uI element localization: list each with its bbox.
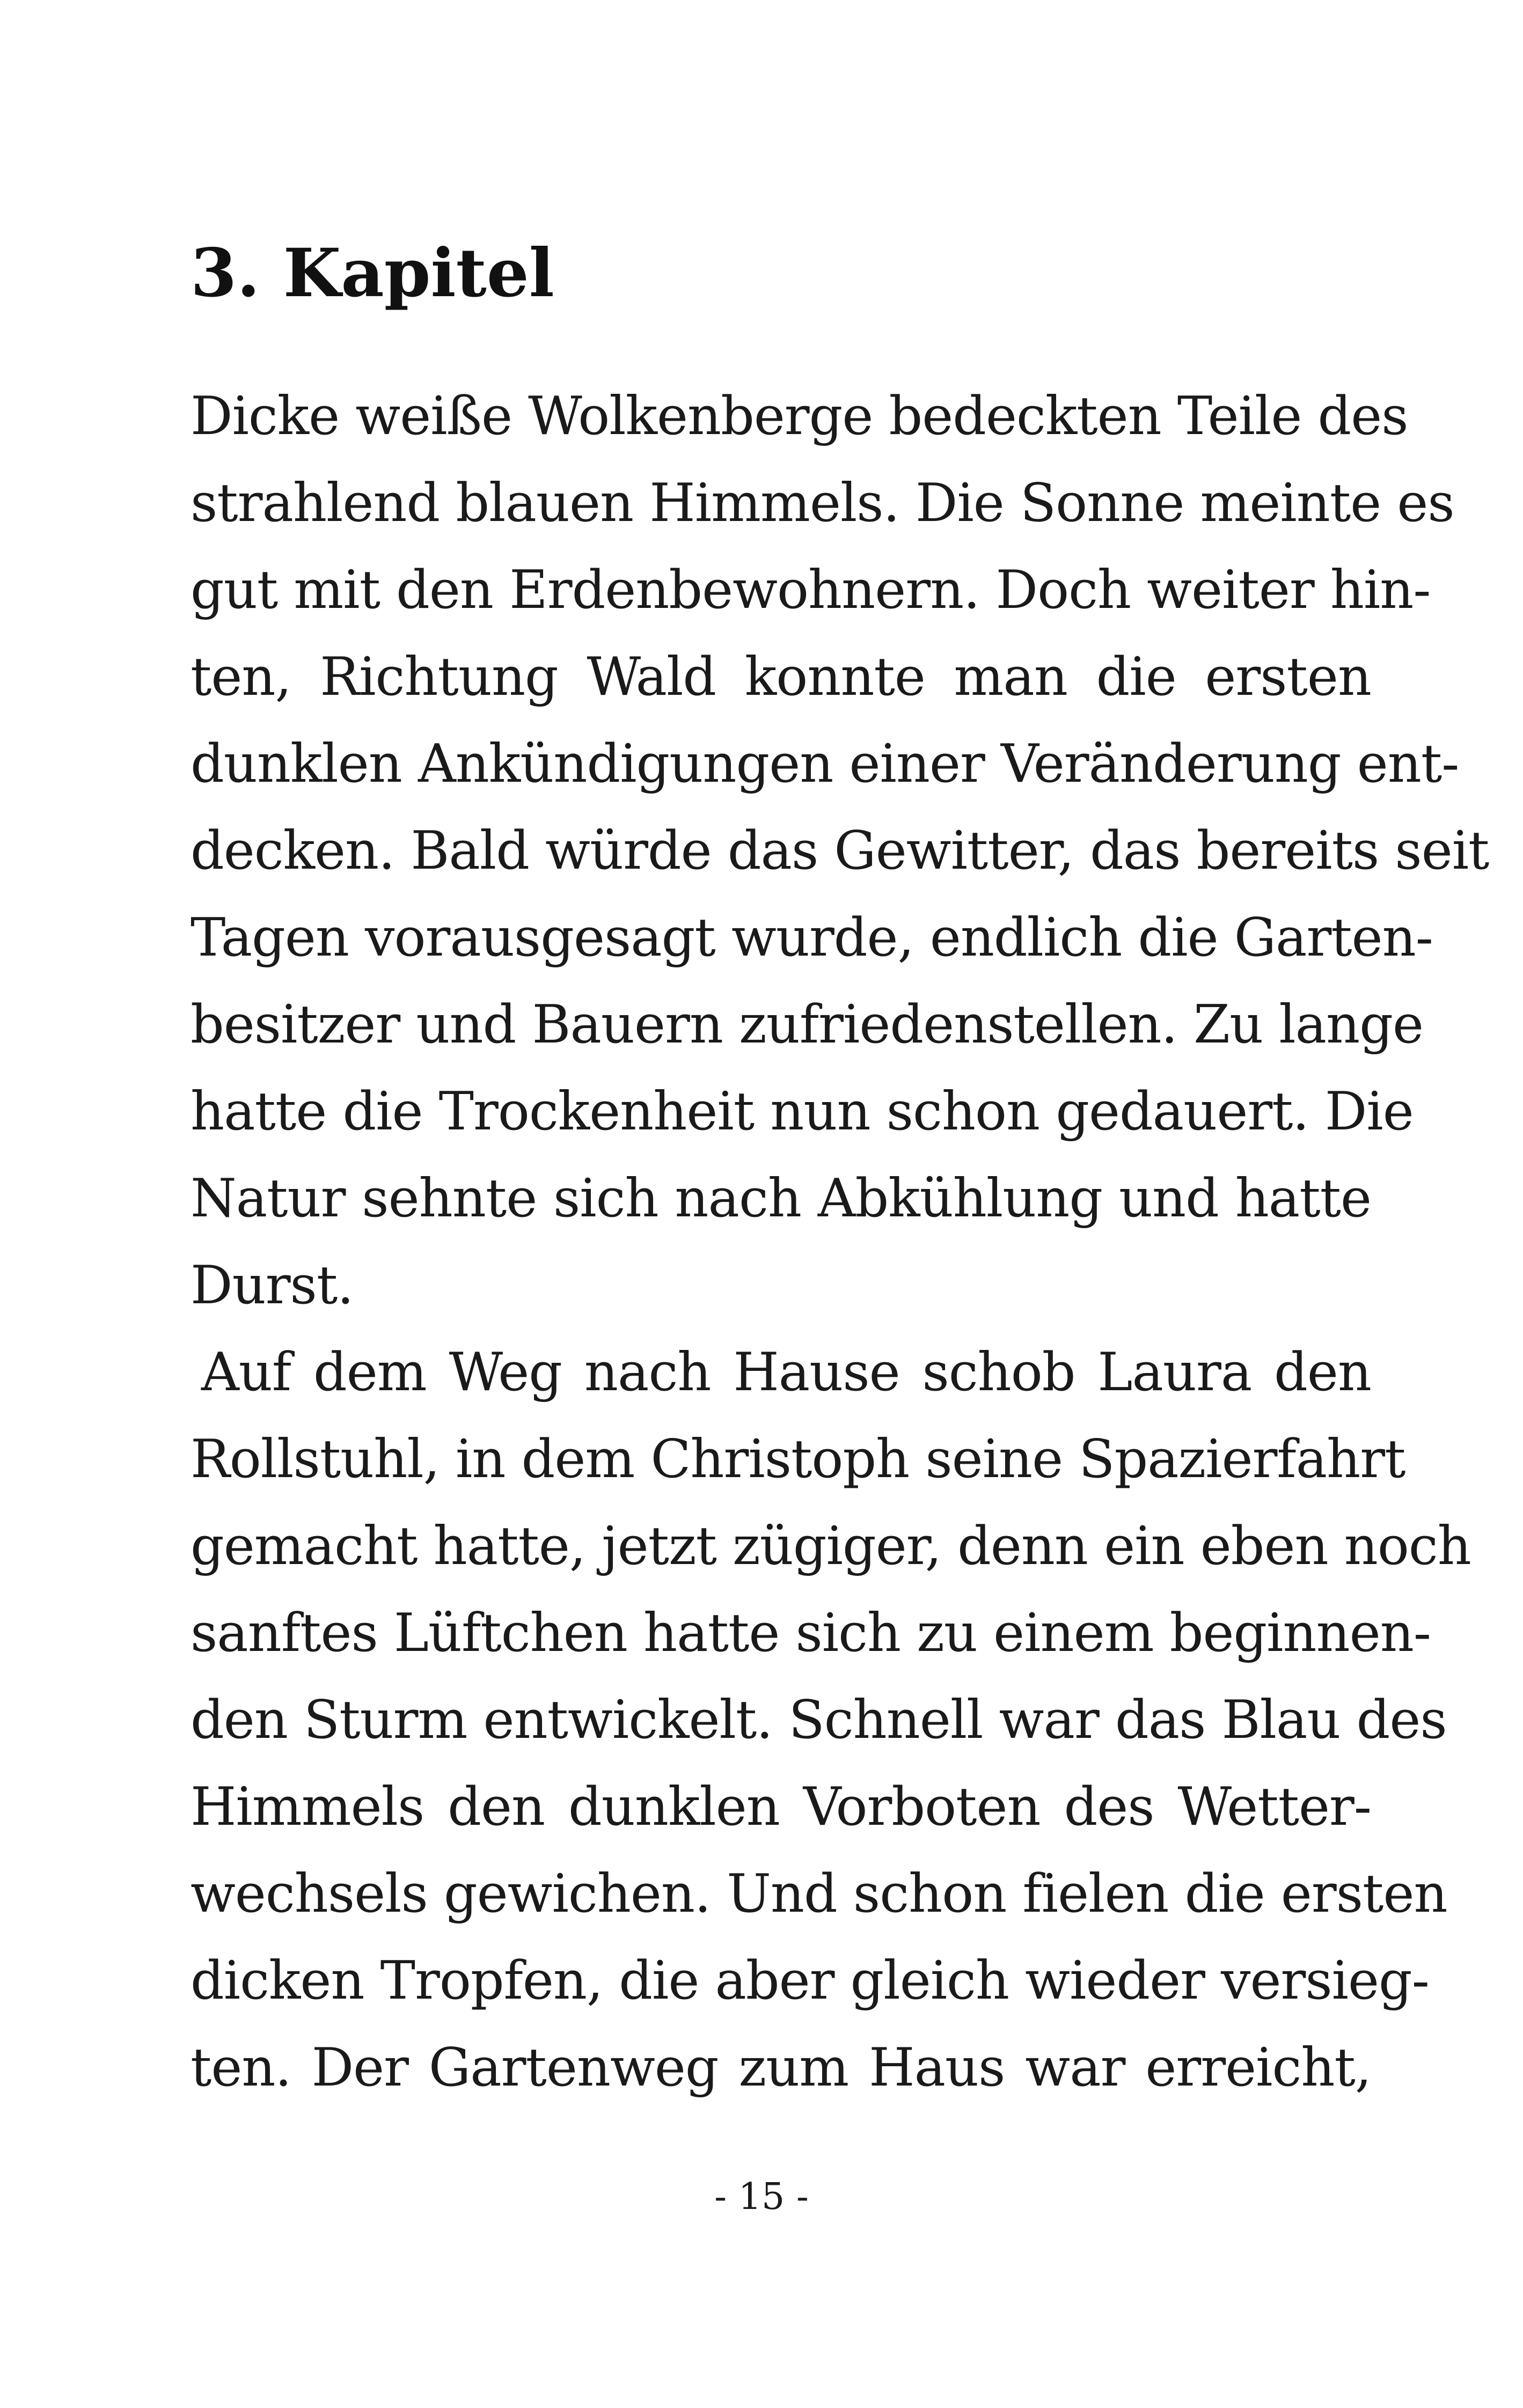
body-text [191,373,1489,2111]
page-number: - 15 - [714,2176,809,2218]
text-line: gut mit den Erdenbewohnern. Doch weiter hin- [191,560,1431,621]
text-line: dunklen Ankündigungen einer Veränderung ent- [191,733,1459,795]
text-line: Durst. [191,1255,354,1316]
text-line: Natur sehnte sich nach Abkühlung und hatte [191,1168,1371,1229]
text-line: besitzer und Bauern zufriedenstellen. Zu lange [191,994,1423,1055]
text-line: Himmels den dunklen Vorboten des Wetter- [191,1776,1371,1838]
text-line: gemacht hatte, jetzt zügiger, denn ein eben noch [191,1516,1471,1577]
text-line: Auf dem Weg nach Hause schob Laura den [201,1342,1371,1403]
text-line: dicken Tropfen, die aber gleich wieder versieg- [191,1950,1429,2011]
paragraph-2 [191,1329,1471,2111]
text-line: wechsels gewichen. Und schon fielen die ersten [191,1863,1447,1925]
text-line: Rollstuhl, in dem Christoph seine Spazierfahrt [191,1429,1405,1490]
text-line: strahlend blauen Himmels. Die Sonne meinte es [191,473,1454,534]
text-line: Tagen vorausgesagt wurde, endlich die Garten- [191,907,1433,968]
paragraph-1 [191,373,1489,1329]
text-line: den Sturm entwickelt. Schnell war das Blau des [191,1690,1447,1751]
text-line: Dicke weiße Wolkenberge bedeckten Teile des [191,386,1408,447]
text-line: ten. Der Gartenweg zum Haus war erreicht, [191,2037,1371,2098]
text-line: decken. Bald würde das Gewitter, das bereits seit [191,820,1489,882]
text-line: sanftes Lüftchen hatte sich zu einem beginnen- [191,1603,1431,1664]
chapter-title: 3. Kapitel [191,234,554,312]
text-line: hatte die Trockenheit nun schon gedauert. Die [191,1081,1414,1142]
text-line: ten, Richtung Wald konnte man die ersten [191,647,1371,708]
